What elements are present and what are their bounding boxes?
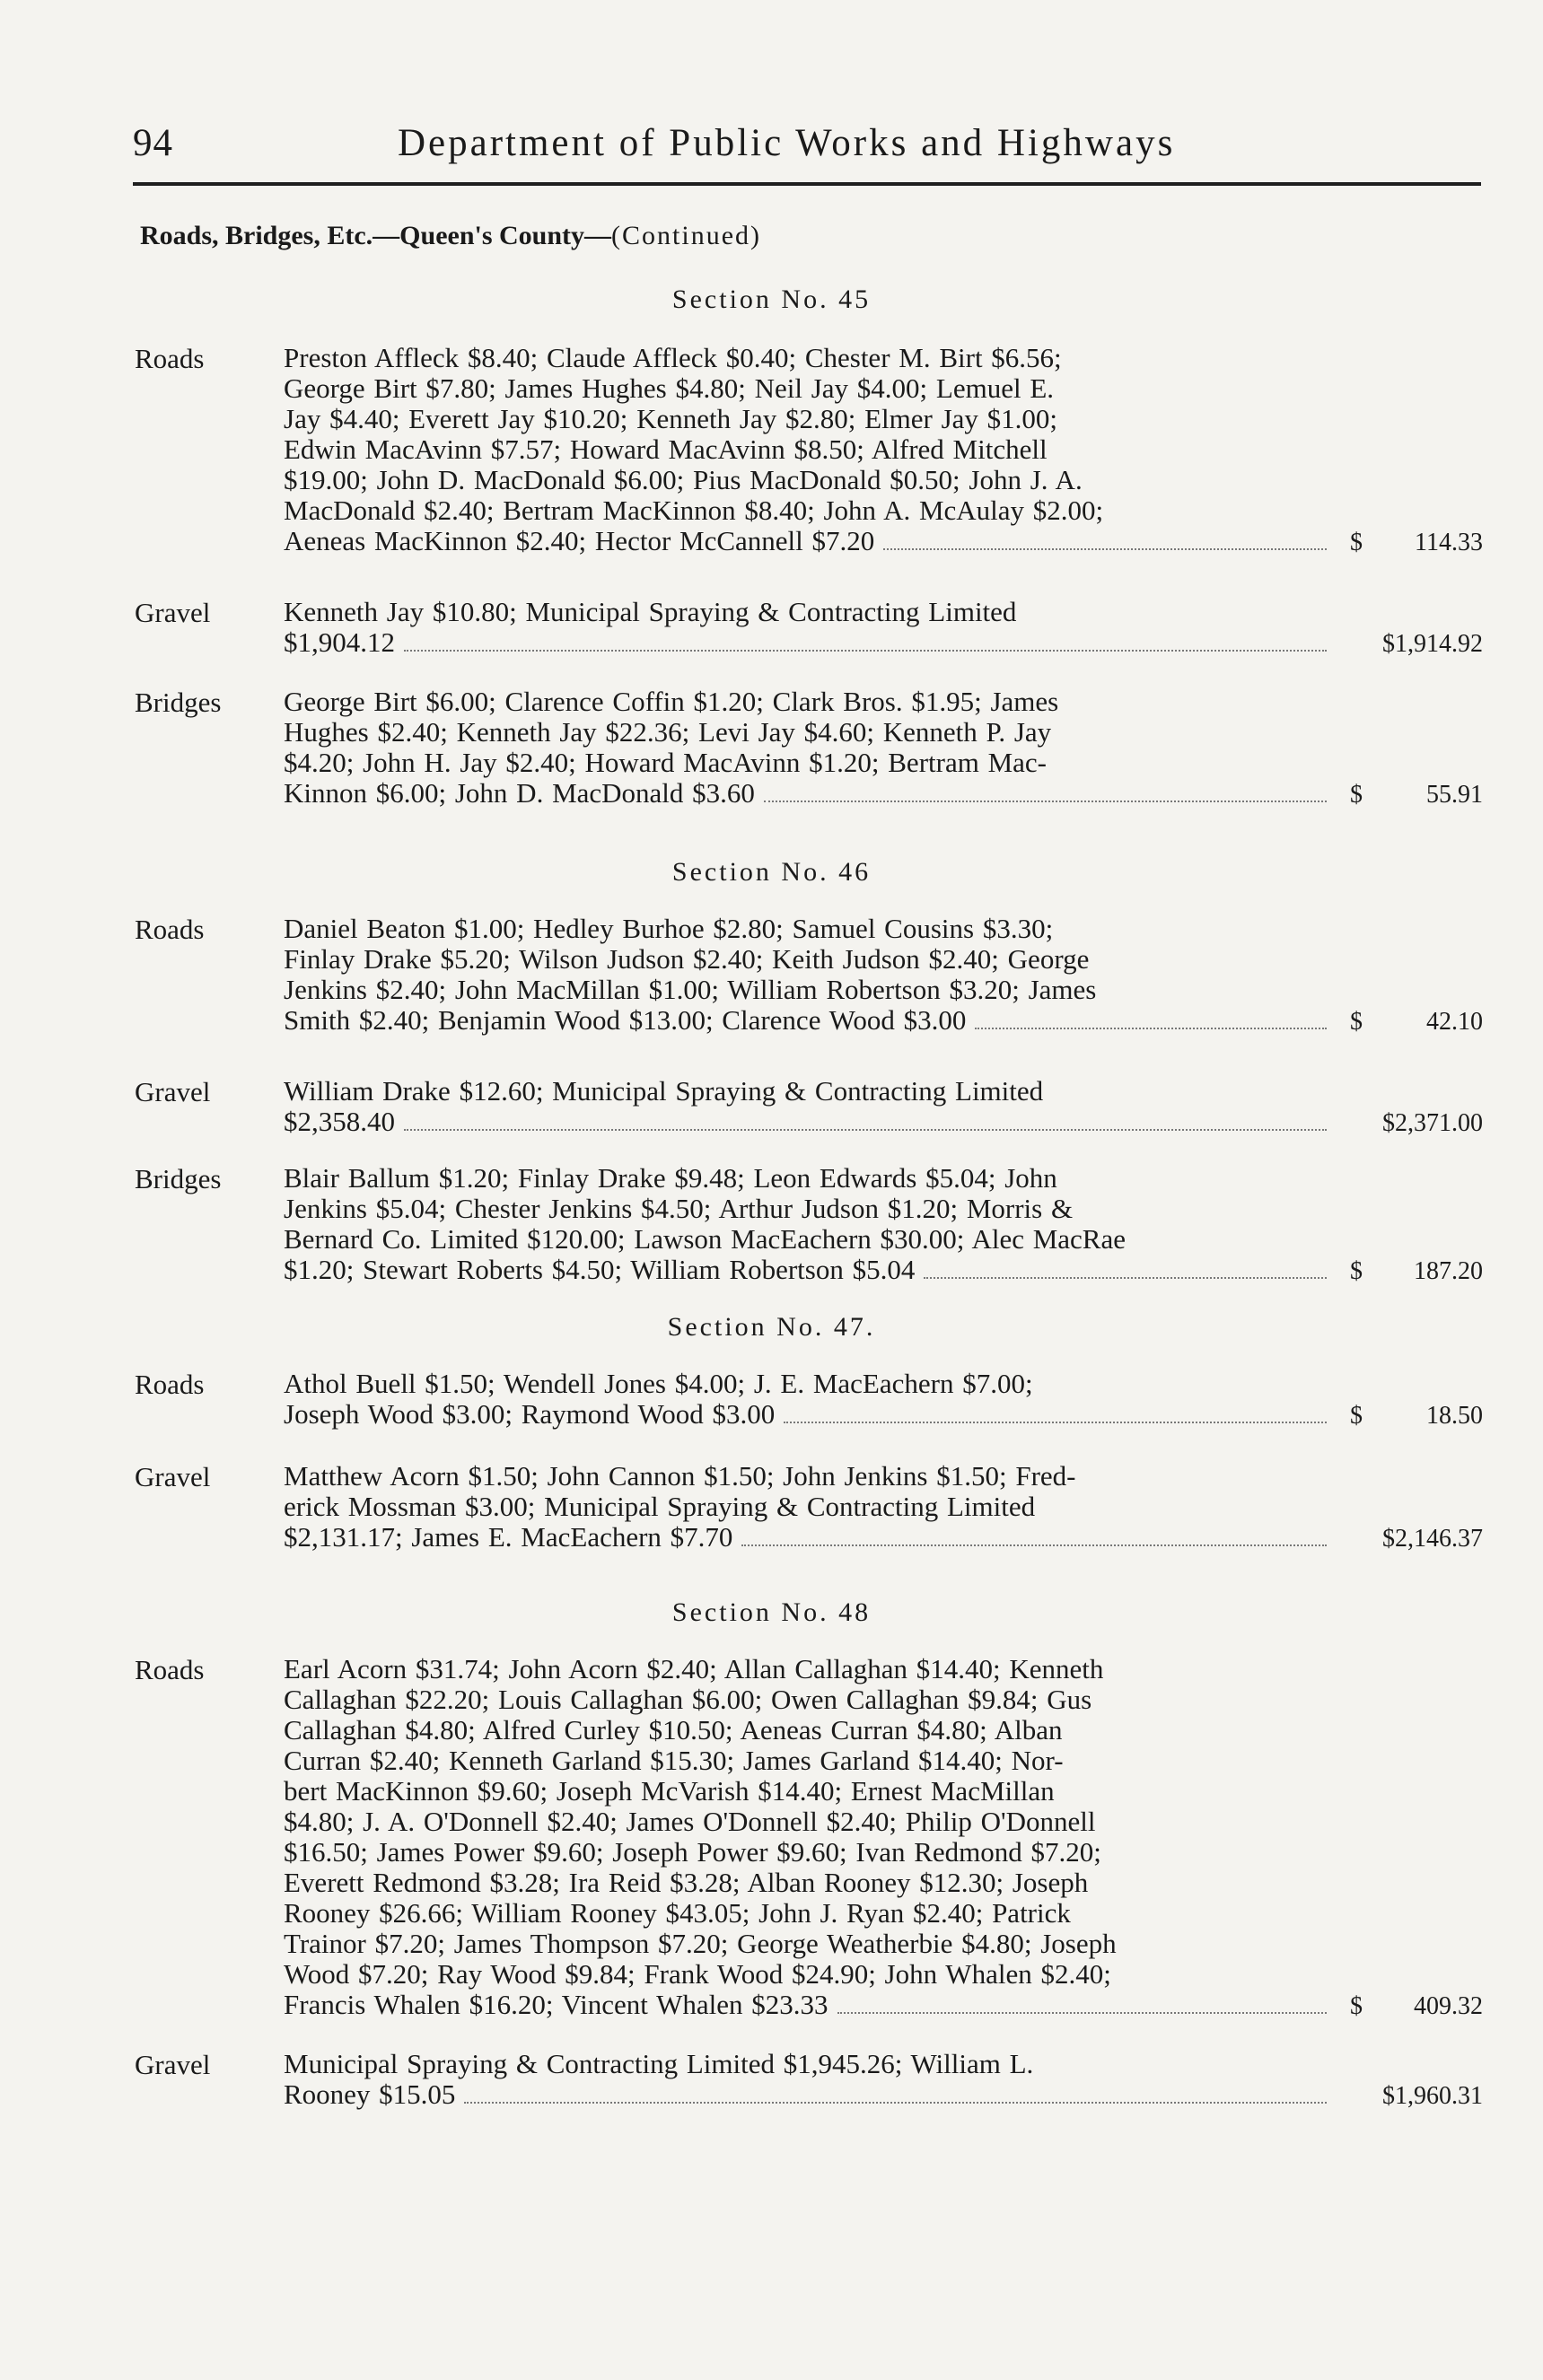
entry-last-line bbox=[284, 1005, 1332, 1037]
entry-line: Blair Ballum $1.20; Finlay Drake $9.48; Leon Edwards $5.04; John bbox=[284, 1162, 1057, 1194]
dot-leader bbox=[784, 1421, 1327, 1423]
entry-category: Gravel bbox=[135, 1076, 211, 1107]
entry-last-text: Rooney $15.05 bbox=[284, 2078, 456, 2110]
entry-line: George Birt $7.80; James Hughes $4.80; Neil Jay $4.00; Lemuel E. bbox=[284, 372, 1055, 404]
entry-last-line bbox=[284, 526, 1332, 557]
dot-leader bbox=[883, 547, 1327, 550]
entry-category: Bridges bbox=[135, 1163, 222, 1194]
entry-line: Edwin MacAvinn $7.57; Howard MacAvinn $8.50; Alfred Mitchell bbox=[284, 433, 1048, 465]
entry-category: Roads bbox=[135, 1654, 205, 1685]
entry-line: Athol Buell $1.50; Wendell Jones $4.00; J. E. MacEachern $7.00; bbox=[284, 1368, 1033, 1399]
entry-last-line bbox=[284, 1990, 1332, 2021]
entry-line: Jenkins $5.04; Chester Jenkins $4.50; Arthur Judson $1.20; Morris & bbox=[284, 1193, 1074, 1224]
entry-body bbox=[284, 1369, 1332, 1431]
entry-line: Daniel Beaton $1.00; Hedley Burhoe $2.80; Samuel Cousins $3.30; bbox=[284, 913, 1054, 944]
entry-last-line bbox=[284, 1255, 1332, 1286]
entry-line: $4.80; J. A. O'Donnell $2.40; James O'Donnell $2.40; Philip O'Donnell bbox=[284, 1806, 1096, 1837]
entry-line: Hughes $2.40; Kenneth Jay $22.36; Levi Jay $4.60; Kenneth P. Jay bbox=[284, 716, 1052, 748]
dot-leader bbox=[924, 1276, 1327, 1279]
entry-category: Roads bbox=[135, 1369, 205, 1400]
dot-leader bbox=[464, 2101, 1327, 2104]
entry-line: Jay $4.40; Everett Jay $10.20; Kenneth Jay $2.80; Elmer Jay $1.00; bbox=[284, 403, 1058, 434]
section-title: Section No. 46 bbox=[671, 857, 872, 887]
entry-amount bbox=[1350, 2082, 1483, 2111]
amount-value: 18.50 bbox=[1426, 1402, 1483, 1430]
subheading bbox=[140, 221, 761, 251]
entry-line: Municipal Spraying & Contracting Limited $1,945.26; William L. bbox=[284, 2048, 1034, 2079]
running-title: Department of Public Works and Highways bbox=[398, 122, 1176, 164]
entry-last-text: $1,904.12 bbox=[284, 626, 395, 658]
entry-line: $19.00; John D. MacDonald $6.00; Pius MacDonald $0.50; John J. A. bbox=[284, 464, 1083, 495]
entry-line: erick Mossman $3.00; Municipal Spraying & Contracting Limited bbox=[284, 1491, 1036, 1522]
entry-line: Kenneth Jay $10.80; Municipal Spraying & Contracting Limited bbox=[284, 596, 1017, 627]
entry-category: Bridges bbox=[135, 687, 222, 718]
page-number: 94 bbox=[133, 122, 173, 164]
entry-last-line bbox=[284, 1399, 1332, 1431]
entry-last-text: $2,358.40 bbox=[284, 1106, 395, 1137]
entry-amount bbox=[1350, 1257, 1483, 1286]
entry-line: Everett Redmond $3.28; Ira Reid $3.28; Alban Rooney $12.30; Joseph bbox=[284, 1867, 1089, 1898]
entry-category: Gravel bbox=[135, 1461, 211, 1492]
amount-value: 187.20 bbox=[1414, 1257, 1483, 1285]
subheading-continued: (Continued) bbox=[611, 221, 762, 250]
entry-line: Callaghan $22.20; Louis Callaghan $6.00; Owen Callaghan $9.84; Gus bbox=[284, 1684, 1092, 1715]
entry-category: Roads bbox=[135, 914, 205, 945]
entry-amount bbox=[1350, 630, 1483, 659]
section-title: Section No. 48 bbox=[671, 1597, 872, 1627]
amount-dollar-sign: $ bbox=[1350, 781, 1363, 809]
entry-body bbox=[284, 1076, 1332, 1138]
entry-line: Jenkins $2.40; John MacMillan $1.00; William Robertson $3.20; James bbox=[284, 974, 1097, 1005]
section-title: Section No. 45 bbox=[671, 284, 872, 314]
entry-last-text: Smith $2.40; Benjamin Wood $13.00; Clarence Wood $3.00 bbox=[284, 1004, 967, 1036]
entry-amount bbox=[1350, 1109, 1483, 1138]
entry-body bbox=[284, 1654, 1332, 2021]
amount-value: $2,371.00 bbox=[1382, 1109, 1483, 1137]
entry-last-text: $2,131.17; James E. MacEachern $7.70 bbox=[284, 1521, 733, 1553]
amount-value: $2,146.37 bbox=[1382, 1525, 1483, 1553]
entry-amount bbox=[1350, 1008, 1483, 1037]
amount-value: $1,960.31 bbox=[1382, 2082, 1483, 2110]
entry-line: Trainor $7.20; James Thompson $7.20; George Weatherbie $4.80; Joseph bbox=[284, 1928, 1117, 1959]
amount-dollar-sign: $ bbox=[1350, 1257, 1363, 1285]
entry-last-text: Kinnon $6.00; John D. MacDonald $3.60 bbox=[284, 777, 755, 809]
entry-last-text: Joseph Wood $3.00; Raymond Wood $3.00 bbox=[284, 1398, 776, 1430]
entry-body bbox=[284, 687, 1332, 809]
entry-last-text: $1.20; Stewart Roberts $4.50; William Robertson $5.04 bbox=[284, 1254, 916, 1285]
entry-last-line bbox=[284, 1107, 1332, 1138]
subheading-main: Roads, Bridges, Etc.—Queen's County— bbox=[140, 221, 612, 250]
entry-line: Curran $2.40; Kenneth Garland $15.30; James Garland $14.40; Nor- bbox=[284, 1745, 1064, 1776]
dot-leader bbox=[741, 1544, 1327, 1546]
entry-line: Wood $7.20; Ray Wood $9.84; Frank Wood $24.90; John Whalen $2.40; bbox=[284, 1958, 1111, 1990]
dot-leader bbox=[404, 1128, 1327, 1131]
entry-line: Bernard Co. Limited $120.00; Lawson MacEachern $30.00; Alec MacRae bbox=[284, 1223, 1126, 1255]
entry-last-text: Francis Whalen $16.20; Vincent Whalen $23.33 bbox=[284, 1989, 828, 2020]
amount-dollar-sign: $ bbox=[1350, 529, 1363, 556]
amount-dollar-sign: $ bbox=[1350, 1992, 1363, 2020]
entry-line: George Birt $6.00; Clarence Coffin $1.20; Clark Bros. $1.95; James bbox=[284, 686, 1059, 717]
entry-last-text: Aeneas MacKinnon $2.40; Hector McCannell $7.20 bbox=[284, 525, 875, 556]
entry-line: $4.20; John H. Jay $2.40; Howard MacAvinn $1.20; Bertram Mac- bbox=[284, 747, 1047, 778]
entry-line: Matthew Acorn $1.50; John Cannon $1.50; John Jenkins $1.50; Fred- bbox=[284, 1460, 1076, 1492]
entry-last-line bbox=[284, 627, 1332, 659]
entry-category: Gravel bbox=[135, 2049, 211, 2080]
entry-last-line bbox=[284, 778, 1332, 809]
entry-last-line bbox=[284, 1522, 1332, 1553]
entry-category: Roads bbox=[135, 343, 205, 374]
entry-amount bbox=[1350, 781, 1483, 809]
entry-body bbox=[284, 914, 1332, 1037]
entry-body bbox=[284, 1461, 1332, 1553]
dot-leader bbox=[975, 1027, 1327, 1029]
entry-body bbox=[284, 1163, 1332, 1286]
entry-line: William Drake $12.60; Municipal Spraying & Contracting Limited bbox=[284, 1075, 1044, 1107]
entry-body bbox=[284, 343, 1332, 557]
header-rule bbox=[133, 182, 1481, 186]
entry-line: Earl Acorn $31.74; John Acorn $2.40; Allan Callaghan $14.40; Kenneth bbox=[284, 1653, 1104, 1684]
entry-last-line bbox=[284, 2079, 1332, 2111]
entry-line: Finlay Drake $5.20; Wilson Judson $2.40; Keith Judson $2.40; George bbox=[284, 943, 1090, 975]
entry-line: Callaghan $4.80; Alfred Curley $10.50; Aeneas Curran $4.80; Alban bbox=[284, 1714, 1063, 1746]
section-title: Section No. 47. bbox=[667, 1312, 876, 1342]
page-header bbox=[133, 121, 1479, 175]
amount-value: $1,914.92 bbox=[1382, 630, 1483, 658]
amount-dollar-sign: $ bbox=[1350, 1008, 1363, 1036]
entry-amount bbox=[1350, 1525, 1483, 1553]
entry-amount bbox=[1350, 1402, 1483, 1431]
entry-line: MacDonald $2.40; Bertram MacKinnon $8.40; John A. McAulay $2.00; bbox=[284, 494, 1104, 526]
dot-leader bbox=[837, 2011, 1328, 2014]
entry-amount bbox=[1350, 529, 1483, 557]
entry-category: Gravel bbox=[135, 597, 211, 628]
entry-line: Preston Affleck $8.40; Claude Affleck $0.40; Chester M. Birt $6.56; bbox=[284, 342, 1062, 373]
amount-value: 42.10 bbox=[1426, 1008, 1483, 1036]
entry-line: bert MacKinnon $9.60; Joseph McVarish $14.40; Ernest MacMillan bbox=[284, 1775, 1055, 1807]
dot-leader bbox=[764, 800, 1327, 802]
entry-amount bbox=[1350, 1992, 1483, 2021]
amount-value: 114.33 bbox=[1415, 529, 1483, 556]
entry-body bbox=[284, 2049, 1332, 2111]
entry-line: Rooney $26.66; William Rooney $43.05; John J. Ryan $2.40; Patrick bbox=[284, 1897, 1071, 1929]
dot-leader bbox=[404, 649, 1327, 652]
entry-body bbox=[284, 597, 1332, 659]
entry-line: $16.50; James Power $9.60; Joseph Power $9.60; Ivan Redmond $7.20; bbox=[284, 1836, 1101, 1868]
amount-dollar-sign: $ bbox=[1350, 1402, 1363, 1430]
amount-value: 409.32 bbox=[1414, 1992, 1483, 2020]
amount-value: 55.91 bbox=[1426, 781, 1483, 809]
